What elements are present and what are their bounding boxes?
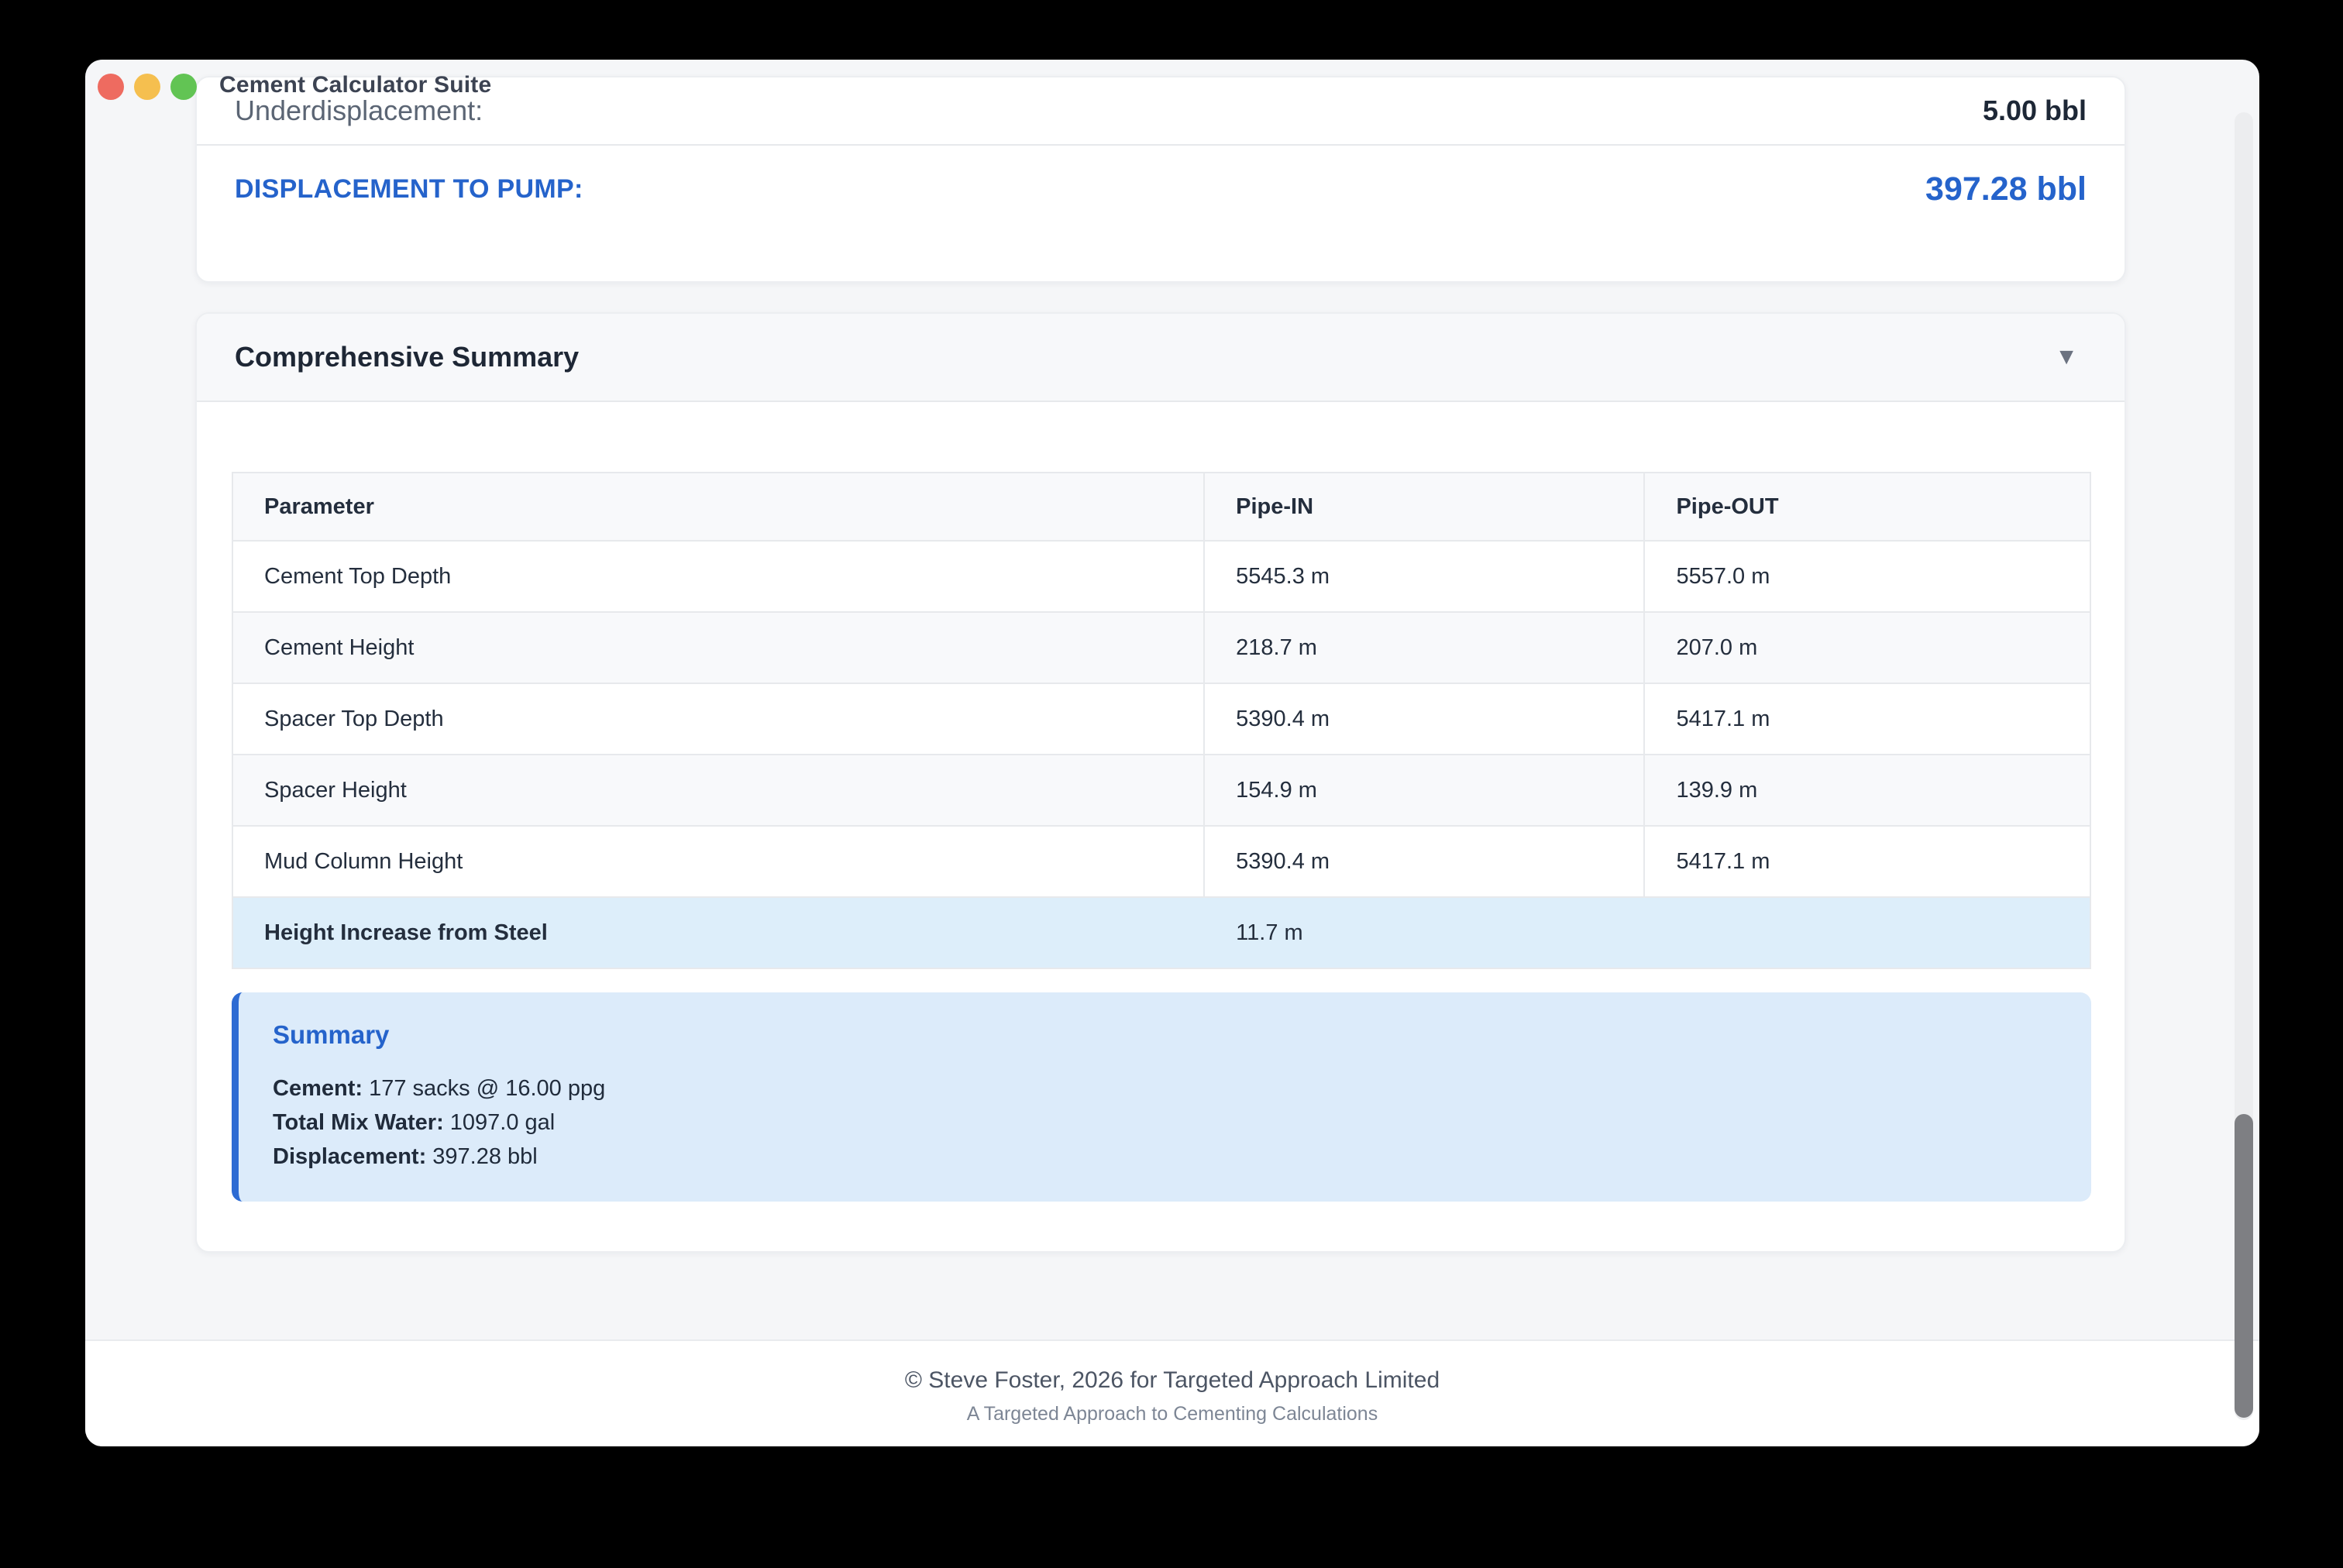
table-row [232,826,2090,897]
displacement-to-pump-label: DISPLACEMENT TO PUMP: [235,174,583,204]
comprehensive-summary-title: Comprehensive Summary [235,341,580,373]
cell-parameter: Spacer Top Depth [232,683,1204,755]
displacement-to-pump-row [197,146,2125,208]
footer-tagline: A Targeted Approach to Cementing Calculations [966,1403,1378,1425]
cell-pipe-out: 139.9 m [1644,755,2090,826]
window-title: Cement Calculator Suite [219,72,492,98]
cell-parameter: Cement Top Depth [232,541,1204,612]
scrollbar-thumb[interactable] [2235,1114,2253,1418]
cell-pipe-in: 5390.4 m [1204,683,1644,755]
minimize-button[interactable] [134,74,160,100]
table-header-row [232,473,2090,541]
cell-pipe-in: 154.9 m [1204,755,1644,826]
summary-displacement-value: 397.28 bbl [426,1144,538,1169]
cell-pipe-in: 5545.3 m [1204,541,1644,612]
height-increase-row [232,897,2090,968]
summary-cement-value: 177 sacks @ 16.00 ppg [363,1076,606,1101]
cell-merged-value: 11.7 m [1204,897,2090,968]
underdisplacement-label: Underdisplacement: [235,95,483,126]
close-button[interactable] [98,74,124,100]
summary-mix-water-value: 1097.0 gal [443,1110,556,1135]
header-parameter: Parameter [232,473,1204,541]
table-row [232,755,2090,826]
summary-displacement-label: Displacement: [273,1144,427,1169]
app-window [85,60,2259,1446]
table-row [232,541,2090,612]
cell-pipe-out: 5557.0 m [1644,541,2090,612]
comprehensive-summary-header[interactable] [197,314,2125,402]
parameters-table [232,472,2091,969]
table-row [232,683,2090,755]
header-pipe-in: Pipe-IN [1204,473,1644,541]
comprehensive-summary-card [195,312,2126,1253]
summary-box [232,992,2091,1202]
fullscreen-button[interactable] [170,74,197,100]
summary-mix-water-label: Total Mix Water: [273,1110,444,1135]
scrollbar-track[interactable] [2235,112,2253,1420]
cell-pipe-in: 5390.4 m [1204,826,1644,897]
summary-line-cement [273,1071,2057,1106]
summary-box-title: Summary [273,1020,390,1049]
cell-parameter: Mud Column Height [232,826,1204,897]
summary-line-mix-water [273,1106,2057,1140]
comprehensive-summary-body [197,402,2125,1202]
cell-pipe-out: 207.0 m [1644,612,2090,683]
summary-cement-label: Cement: [273,1076,363,1101]
cell-parameter: Height Increase from Steel [232,897,1204,968]
cell-parameter: Spacer Height [232,755,1204,826]
table-row [232,612,2090,683]
summary-line-displacement [273,1140,2057,1174]
cell-parameter: Cement Height [232,612,1204,683]
cell-pipe-in: 218.7 m [1204,612,1644,683]
footer [85,1339,2259,1446]
underdisplacement-value: 5.00 bbl [1982,95,2087,126]
cell-pipe-out: 5417.1 m [1644,826,2090,897]
header-pipe-out: Pipe-OUT [1644,473,2090,541]
footer-copyright: © Steve Foster, 2026 for Targeted Approach Limited [904,1367,1440,1393]
titlebar [85,60,2259,108]
displacement-to-pump-value: 397.28 bbl [1925,170,2087,208]
traffic-lights [98,74,197,100]
collapse-chevron-icon[interactable]: ▼ [2055,344,2078,370]
cell-pipe-out: 5417.1 m [1644,683,2090,755]
